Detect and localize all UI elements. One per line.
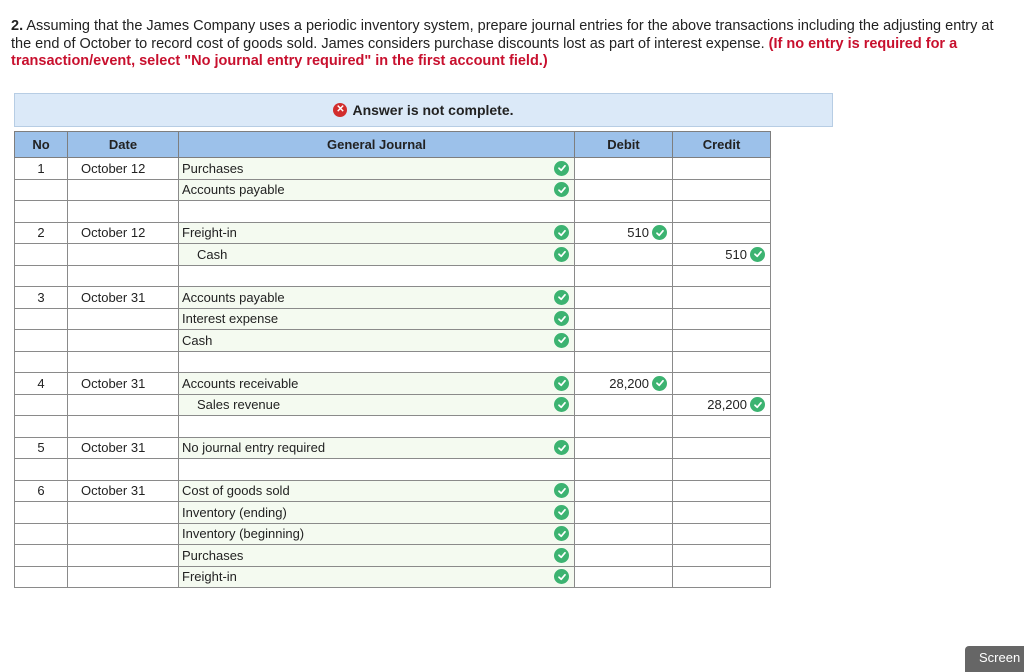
table-row — [15, 545, 771, 567]
account-name: Accounts receivable — [182, 375, 299, 391]
entry-number — [15, 265, 68, 287]
credit-field[interactable] — [673, 158, 771, 180]
debit-field[interactable] — [575, 566, 673, 588]
entry-number — [15, 394, 68, 416]
entry-date — [68, 523, 179, 545]
debit-field[interactable] — [575, 459, 673, 481]
table-row — [15, 330, 771, 352]
entry-date — [68, 330, 179, 352]
screen-tab-button[interactable]: Screen — [965, 646, 1024, 672]
credit-field[interactable] — [673, 222, 771, 244]
account-field[interactable] — [179, 566, 575, 588]
account-field[interactable] — [179, 394, 575, 416]
correct-check-icon — [750, 397, 765, 412]
credit-field[interactable] — [673, 265, 771, 287]
table-row — [15, 416, 771, 438]
correct-check-icon — [554, 225, 569, 240]
account-field[interactable] — [179, 265, 575, 287]
account-field[interactable] — [179, 523, 575, 545]
account-field[interactable] — [179, 437, 575, 459]
entry-date — [68, 244, 179, 266]
credit-field[interactable] — [673, 179, 771, 201]
entry-number — [15, 566, 68, 588]
account-field[interactable] — [179, 158, 575, 180]
table-row — [15, 502, 771, 524]
account-name: Sales revenue — [197, 397, 281, 413]
debit-field[interactable] — [575, 308, 673, 330]
entry-date — [68, 308, 179, 330]
debit-field[interactable] — [575, 373, 673, 395]
entry-date: October 12 — [68, 158, 179, 180]
debit-field[interactable] — [575, 158, 673, 180]
debit-field[interactable] — [575, 394, 673, 416]
credit-field[interactable] — [673, 351, 771, 373]
credit-field[interactable] — [673, 201, 771, 223]
table-row — [15, 523, 771, 545]
correct-check-icon — [750, 247, 765, 262]
debit-field[interactable] — [575, 502, 673, 524]
account-field[interactable] — [179, 244, 575, 266]
correct-check-icon — [652, 225, 667, 240]
credit-field[interactable] — [673, 502, 771, 524]
correct-check-icon — [554, 397, 569, 412]
entry-number: 6 — [15, 480, 68, 502]
header-debit: Debit — [575, 132, 673, 158]
account-name: No journal entry required — [182, 440, 326, 456]
account-field[interactable] — [179, 373, 575, 395]
header-date: Date — [68, 132, 179, 158]
table-row — [15, 308, 771, 330]
table-row — [15, 222, 771, 244]
entry-number — [15, 201, 68, 223]
debit-field[interactable] — [575, 201, 673, 223]
correct-check-icon — [554, 505, 569, 520]
error-x-icon: ✕ — [333, 103, 347, 117]
table-row — [15, 459, 771, 481]
correct-check-icon — [554, 311, 569, 326]
table-row — [15, 201, 771, 223]
debit-field[interactable] — [575, 287, 673, 309]
entry-number — [15, 244, 68, 266]
header-credit: Credit — [673, 132, 771, 158]
account-field[interactable] — [179, 222, 575, 244]
entry-number — [15, 416, 68, 438]
credit-field[interactable] — [673, 523, 771, 545]
credit-field[interactable] — [673, 437, 771, 459]
entry-number: 5 — [15, 437, 68, 459]
debit-field[interactable] — [575, 222, 673, 244]
credit-field[interactable] — [673, 330, 771, 352]
entry-number: 3 — [15, 287, 68, 309]
table-row — [15, 244, 771, 266]
entry-date — [68, 459, 179, 481]
entry-date — [68, 351, 179, 373]
credit-field[interactable] — [673, 244, 771, 266]
entry-number: 4 — [15, 373, 68, 395]
account-name: Cash — [197, 246, 228, 262]
entry-number — [15, 351, 68, 373]
account-field[interactable] — [179, 330, 575, 352]
table-row — [15, 373, 771, 395]
credit-amount: 510 — [725, 246, 747, 262]
general-journal-table — [14, 131, 771, 588]
entry-date — [68, 566, 179, 588]
account-field[interactable] — [179, 201, 575, 223]
table-row — [15, 158, 771, 180]
account-name: Cost of goods sold — [182, 483, 290, 499]
question-instruction: (If no entry is required for a transaction/event, select "No journal entry required" in the first account field.) — [11, 35, 958, 69]
account-field[interactable] — [179, 308, 575, 330]
entry-number — [15, 330, 68, 352]
debit-field[interactable] — [575, 416, 673, 438]
account-name: Inventory (beginning) — [182, 526, 305, 542]
account-name: Freight-in — [182, 569, 237, 585]
answer-status-banner — [14, 93, 833, 127]
header-general-journal: General Journal — [179, 132, 575, 158]
debit-amount: 510 — [627, 225, 649, 241]
question-number: 2. — [11, 18, 24, 34]
correct-check-icon — [554, 376, 569, 391]
correct-check-icon — [554, 548, 569, 563]
correct-check-icon — [554, 569, 569, 584]
account-name: Accounts payable — [182, 289, 285, 305]
entry-number — [15, 179, 68, 201]
debit-field[interactable] — [575, 437, 673, 459]
account-field[interactable] — [179, 287, 575, 309]
debit-field[interactable] — [575, 265, 673, 287]
entry-date — [68, 545, 179, 567]
account-field[interactable] — [179, 459, 575, 481]
account-field[interactable] — [179, 480, 575, 502]
table-row — [15, 566, 771, 588]
account-name: Freight-in — [182, 225, 237, 241]
account-field[interactable] — [179, 351, 575, 373]
debit-field[interactable] — [575, 480, 673, 502]
correct-check-icon — [554, 290, 569, 305]
entry-number — [15, 545, 68, 567]
entry-date — [68, 265, 179, 287]
credit-field[interactable] — [673, 566, 771, 588]
entry-date — [68, 502, 179, 524]
debit-field[interactable] — [575, 330, 673, 352]
entry-number: 2 — [15, 222, 68, 244]
journal-body — [15, 158, 771, 588]
account-name: Cash — [182, 332, 213, 348]
entry-date: October 31 — [68, 437, 179, 459]
account-field[interactable] — [179, 545, 575, 567]
debit-field[interactable] — [575, 351, 673, 373]
entry-date — [68, 179, 179, 201]
entry-date — [68, 201, 179, 223]
entry-date — [68, 394, 179, 416]
correct-check-icon — [554, 333, 569, 348]
account-name: Inventory (ending) — [182, 504, 287, 520]
question-prompt — [11, 18, 1011, 71]
account-field[interactable] — [179, 502, 575, 524]
credit-field[interactable] — [673, 373, 771, 395]
credit-field[interactable] — [673, 308, 771, 330]
credit-field[interactable] — [673, 394, 771, 416]
correct-check-icon — [652, 376, 667, 391]
credit-field[interactable] — [673, 480, 771, 502]
question-text: Assuming that the James Company uses a periodic inventory system, prepare journal entries for the above transactions including the adjusting entry at the end of October to record cost of goods sold. James considers purchase discounts lost as part of interest expense. — [11, 18, 994, 52]
credit-field[interactable] — [673, 416, 771, 438]
entry-date: October 31 — [68, 373, 179, 395]
entry-number: 1 — [15, 158, 68, 180]
credit-field[interactable] — [673, 287, 771, 309]
account-name: Purchases — [182, 547, 244, 563]
entry-date — [68, 416, 179, 438]
debit-amount: 28,200 — [609, 375, 649, 391]
credit-field[interactable] — [673, 459, 771, 481]
answer-status-text: Answer is not complete. — [352, 102, 514, 118]
account-name: Interest expense — [182, 311, 279, 327]
correct-check-icon — [554, 440, 569, 455]
correct-check-icon — [554, 182, 569, 197]
entry-number — [15, 459, 68, 481]
correct-check-icon — [554, 247, 569, 262]
account-name: Purchases — [182, 160, 244, 176]
table-row — [15, 351, 771, 373]
debit-field[interactable] — [575, 523, 673, 545]
table-row — [15, 394, 771, 416]
account-field[interactable] — [179, 416, 575, 438]
table-row — [15, 179, 771, 201]
entry-date: October 12 — [68, 222, 179, 244]
table-row — [15, 287, 771, 309]
debit-field[interactable] — [575, 545, 673, 567]
entry-date: October 31 — [68, 480, 179, 502]
entry-number — [15, 502, 68, 524]
table-row — [15, 265, 771, 287]
entry-number — [15, 308, 68, 330]
entry-number — [15, 523, 68, 545]
entry-date: October 31 — [68, 287, 179, 309]
debit-field[interactable] — [575, 179, 673, 201]
correct-check-icon — [554, 161, 569, 176]
correct-check-icon — [554, 526, 569, 541]
header-no: No — [15, 132, 68, 158]
account-field[interactable] — [179, 179, 575, 201]
correct-check-icon — [554, 483, 569, 498]
credit-field[interactable] — [673, 545, 771, 567]
table-row — [15, 437, 771, 459]
table-header-row — [15, 132, 771, 158]
table-row — [15, 480, 771, 502]
debit-field[interactable] — [575, 244, 673, 266]
account-name: Accounts payable — [182, 182, 285, 198]
credit-amount: 28,200 — [707, 397, 747, 413]
